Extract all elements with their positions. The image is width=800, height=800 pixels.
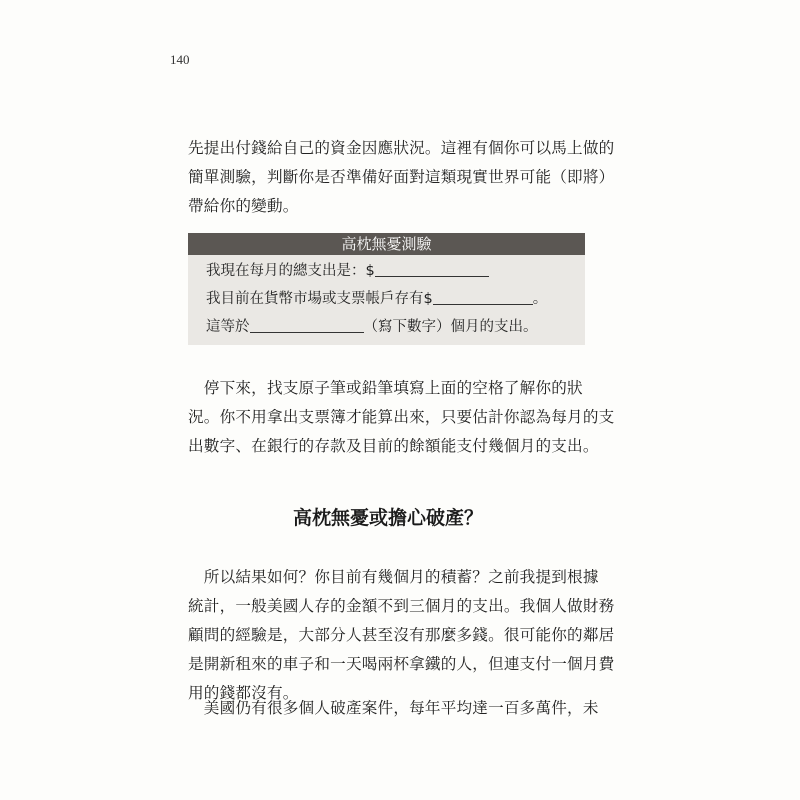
text-line: 統計，一般美國人存的金額不到三個月的支出。我個人做財務 xyxy=(188,597,615,615)
quiz-line-months xyxy=(206,313,585,341)
quiz-title: 高枕無憂測驗 xyxy=(188,233,585,255)
text-line: 簡單測驗，判斷你是否準備好面對這類現實世界可能（即將） xyxy=(188,168,615,186)
quiz-line-savings xyxy=(206,285,585,313)
text-line: 停下來，找支原子筆或鉛筆填寫上面的空格了解你的狀 xyxy=(188,379,583,397)
quiz-body xyxy=(188,255,585,345)
blank-line xyxy=(375,260,489,277)
text-line: 先提出付錢給自己的資金因應狀況。這裡有個你可以馬上做的 xyxy=(188,139,615,157)
quiz-line-text: 我目前在貨幣市場或支票帳戶存有$ xyxy=(206,291,433,307)
quiz-line-text: 我現在每月的總支出是：$ xyxy=(206,263,375,279)
text-line: 用的錢都沒有。 xyxy=(188,684,299,702)
body-paragraph xyxy=(188,694,599,723)
quiz-line-monthly-expense xyxy=(206,257,585,285)
text-line: 是開新租來的車子和一天喝兩杯拿鐵的人，但連支付一個月費 xyxy=(188,655,615,673)
text-line: 美國仍有很多個人破產案件，每年平均達一百多萬件，未 xyxy=(188,699,599,717)
blank-line xyxy=(250,316,364,333)
quiz-box xyxy=(188,233,585,345)
section-heading: 高枕無憂或擔心破產？ xyxy=(292,507,483,529)
body-paragraph xyxy=(188,374,615,461)
quiz-line-suffix: 。 xyxy=(532,291,548,307)
text-line: 所以結果如何？你目前有幾個月的積蓄？之前我提到根據 xyxy=(188,568,599,586)
text-line: 出數字、在銀行的存款及目前的餘額能支付幾個月的支出。 xyxy=(188,437,599,455)
blank-line xyxy=(433,288,533,305)
quiz-line-suffix: （寫下數字）個月的支出。 xyxy=(363,319,538,335)
intro-paragraph xyxy=(188,134,615,221)
page-number: 140 xyxy=(170,52,190,67)
quiz-line-prefix: 這等於 xyxy=(206,319,250,335)
text-line: 況。你不用拿出支票簿才能算出來，只要估計你認為每月的支 xyxy=(188,408,615,426)
text-line: 帶給你的變動。 xyxy=(188,197,299,215)
text-line: 顧問的經驗是，大部分人甚至沒有那麼多錢。很可能你的鄰居 xyxy=(188,626,615,644)
